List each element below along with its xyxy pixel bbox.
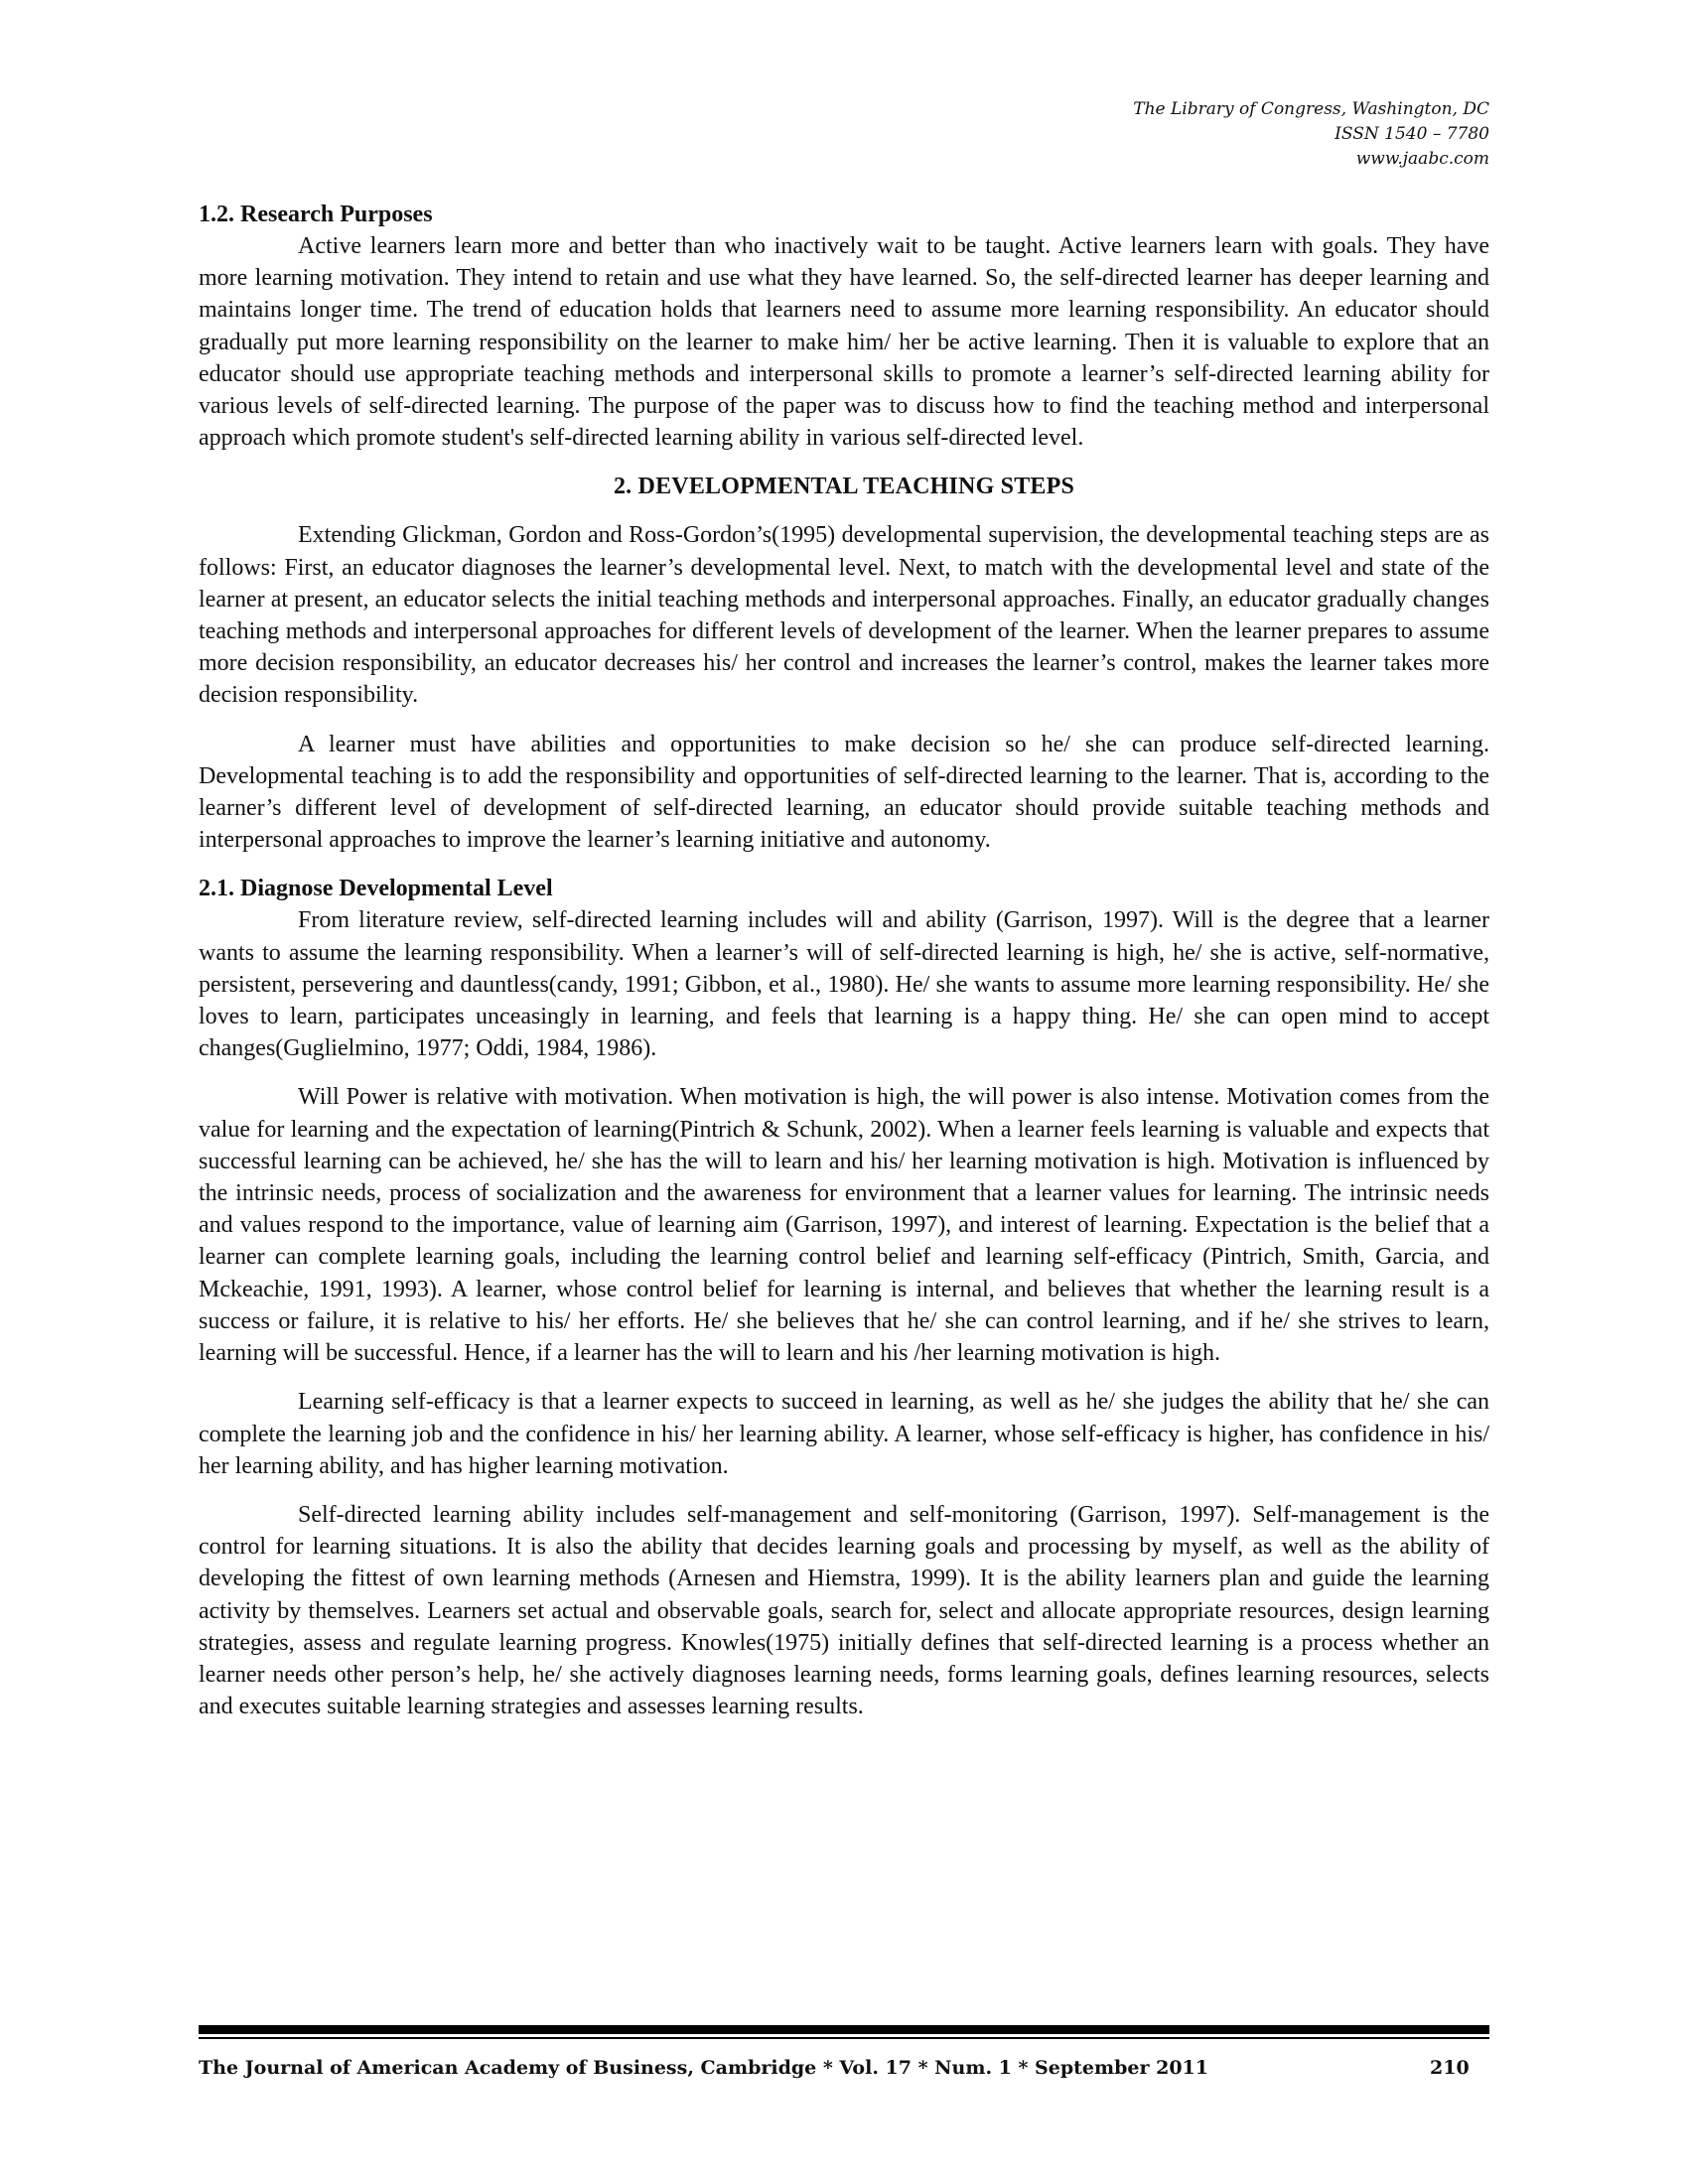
footer-rule-thick	[199, 2025, 1489, 2034]
paragraph: Active learners learn more and better than who inactively wait to be taught. Active learners learn with goals. They have more learning motivation. They intend to retain and use what they have learned. So, the self-directed learner has deeper learning and maintains longer time. The trend of education holds that learners need to assume more learning responsibility. An educator should gradually put more learning responsibility on the learner to make him/ her be active learning. Then it is valuable to explore that an educator should use appropriate teaching methods and interpersonal skills to promote a learner’s self-directed learning ability for various levels of self-directed learning. The purpose of the paper was to discuss how to find the teaching method and interpersonal approach which promote student's self-directed learning ability in various self-directed level.	[199, 233, 1489, 452]
running-footer	[199, 2053, 1489, 2083]
page-number: 210	[1430, 2057, 1470, 2079]
section-heading-developmental-teaching-steps: 2. DEVELOPMENTAL TEACHING STEPS	[613, 474, 1075, 500]
footer-journal-info: The Journal of American Academy of Business, Cambridge * Vol. 17 * Num. 1 * September 2011	[199, 2057, 1209, 2079]
paragraph: Self-directed learning ability includes self-management and self-monitoring (Garrison, 1997). Self-management is the control for learning situations. It is also the ability that decides learning goals and processing by myself, as well as the ability of developing the fittest of own learning methods (Arnesen and Hiemstra, 1999). It is the ability learners plan and guide the learning activity by themselves. Learners set actual and observable goals, search for, select and allocate appropriate resources, design learning strategies, assess and regulate learning progress. Knowles(1975) initially defines that self-directed learning is a process whether an learner needs other person’s help, he/ she actively diagnoses learning needs, forms learning goals, defines learning resources, selects and executes suitable learning strategies and assesses learning results.	[199, 1501, 1489, 1720]
header-website: www.jaabc.com	[1355, 149, 1489, 169]
paragraph: From literature review, self-directed learning includes will and ability (Garrison, 1997). Will is the degree that a learner wants to assume the learning responsibility. When a learner’s will of self-directed learning is high, he/ she is active, self-normative, persistent, persevering and dauntless(candy, 1991; Gibbon, et al., 1980). He/ she wants to assume more learning responsibility. He/ she loves to learn, participates unceasingly in learning, and feels that learning is a happy thing. He/ she can open mind to accept changes(Guglielmino, 1977; Oddi, 1984, 1986).	[199, 907, 1489, 1062]
body-text	[199, 199, 1489, 1722]
paragraph: Learning self-efficacy is that a learner expects to succeed in learning, as well as he/ she judges the ability that he/ she can complete the learning job and the confidence in his/ her learning ability. A learner, whose self-efficacy is higher, has confidence in his/ her learning ability, and has higher learning motivation.	[199, 1389, 1489, 1479]
header-publisher: The Library of Congress, Washington, DC	[1133, 99, 1489, 119]
section-heading-research-purposes: 1.2. Research Purposes	[199, 202, 433, 227]
running-header	[894, 97, 1489, 172]
paragraph: Extending Glickman, Gordon and Ross-Gordon’s(1995) developmental supervision, the developmental teaching steps are as follows: First, an educator diagnoses the learner’s developmental level. Next, to match with the developmental level and state of the learner at present, an educator selects the initial teaching methods and interpersonal approaches. Finally, an educator gradually changes teaching methods and interpersonal approaches for different levels of development of the learner. When the learner prepares to assume more decision responsibility, an educator decreases his/ her control and increases the learner’s control, makes the learner takes more decision responsibility.	[199, 522, 1489, 709]
paragraph: Will Power is relative with motivation. When motivation is high, the will power is also intense. Motivation comes from the value for learning and the expectation of learning(Pintrich & Schunk, 2002). When a learner feels learning is valuable and expects that successful learning can be achieved, he/ she has the will to learn and his/ her learning motivation is high. Motivation is influenced by the intrinsic needs, process of socialization and the awareness for environment that a learner values for learning. The intrinsic needs and values respond to the importance, value of learning aim (Garrison, 1997), and interest of learning. Expectation is the belief that a learner can complete learning goals, including the learning control belief and learning self-efficacy (Pintrich, Smith, Garcia, and Mckeachie, 1991, 1993). A learner, whose control belief for learning is internal, and believes that whether the learning result is a success or failure, it is relative to his/ her efforts. He/ she believes that he/ she can control learning, and if he/ she strives to learn, learning will be successful. Hence, if a learner has the will to learn and his /her learning motivation is high.	[199, 1084, 1489, 1367]
footer-rule-thin	[199, 2037, 1489, 2039]
paragraph: A learner must have abilities and opportunities to make decision so he/ she can produce self-directed learning. Developmental teaching is to add the responsibility and opportunities of self-directed learning to the learner. That is, according to the learner’s different level of development of self-directed learning, an educator should provide suitable teaching methods and interpersonal approaches to improve the learner’s learning initiative and autonomy.	[199, 731, 1489, 854]
section-heading-diagnose-developmental-level: 2.1. Diagnose Developmental Level	[199, 876, 553, 902]
header-issn: ISSN 1540 – 7780	[1335, 124, 1489, 144]
